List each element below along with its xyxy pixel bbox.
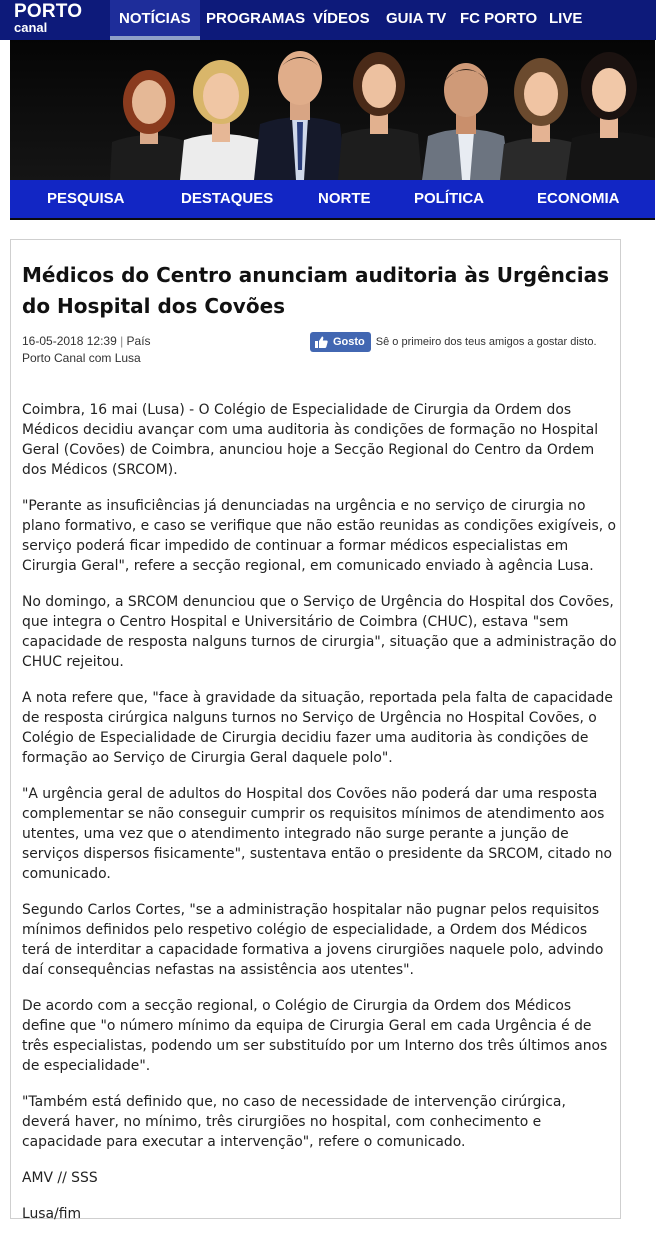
nav-fc-porto[interactable]: FC PORTO — [460, 10, 538, 27]
nav-live[interactable]: LIVE — [549, 10, 583, 27]
article-body — [22, 400, 617, 1240]
facebook-like-button[interactable] — [310, 332, 371, 352]
facebook-like-widget — [310, 332, 597, 352]
section-destaques[interactable]: DESTAQUES — [181, 190, 274, 207]
section-norte[interactable]: NORTE — [318, 190, 371, 207]
article-paragraph: "A urgência geral de adultos do Hospital dos Covões não poderá dar uma resposta complementar se não conseguir cumprir os requisitos mínimos de atendimento aos utentes, uma vez que o atendimento integrado não surge perante a junção de serviços dispersos fisicamente", sustentava então o presidente da SRCOM, citado no comunicado. — [22, 786, 613, 882]
header-banner — [10, 40, 655, 220]
article-meta — [22, 333, 151, 367]
top-navigation-bar — [0, 0, 656, 40]
nav-programas[interactable]: PROGRAMAS — [206, 10, 306, 27]
section-economia[interactable]: ECONOMIA — [537, 190, 620, 207]
article-end-mark: Lusa/fim — [22, 1206, 82, 1222]
article-signature: AMV // SSS — [22, 1170, 98, 1186]
like-button-label: Gosto — [333, 336, 365, 348]
article-date: 16-05-2018 12:39 — [22, 334, 117, 348]
article-section[interactable]: País — [126, 334, 151, 348]
section-politica[interactable]: POLÍTICA — [414, 190, 484, 207]
article-dateline — [22, 333, 151, 350]
nav-noticias[interactable]: NOTÍCIAS — [110, 0, 200, 40]
article-card — [10, 239, 621, 1222]
article-paragraph: "Perante as insuficiências já denunciadas na urgência e no serviço de cirurgia no plano formativo, e caso se verifique que não estão reunidas as condições exigíveis, o serviço poderá ficar impedido de continuar a formar médicos especialistas em Cirurgia Geral", refere a secção regional, em comunicado enviado à agência Lusa. — [22, 498, 617, 574]
like-social-text: Sê o primeiro dos teus amigos a gostar disto. — [375, 336, 597, 348]
logo-line-2: canal — [14, 20, 48, 35]
article-paragraph: Coimbra, 16 mai (Lusa) - O Colégio de Especialidade de Cirurgia da Ordem dos Médicos decidiu avançar com uma auditoria às condições de formação no Hospital Geral (Covões) de Coimbra, anunciou hoje a Secção Regional do Centro da Ordem dos Médicos (SRCOM). — [22, 402, 599, 478]
article-source: Porto Canal com Lusa — [22, 351, 141, 365]
article-paragraph: A nota refere que, "face à gravidade da situação, reportada pela falta de capacidade de resposta cirúrgica nalguns turnos no Serviço de Urgência no Hospital Covões, o Colégio de Especialidade de Cirurgia decidiu fazer uma auditoria às condições de formação ao Serviço de Cirurgia Geral daquele polo". — [22, 690, 613, 766]
article-paragraph: Segundo Carlos Cortes, "se a administração hospitalar não pugnar pelos requisitos mínimos definidos pelo respetivo colégio de especialidade, a Ordem dos Médicos terá de interditar a capacidade formativa a jovens cirurgiões naquele polo, advindo daí consequências nefastas na assistência aos utentes". — [22, 902, 604, 978]
porto-canal-logo[interactable] — [14, 3, 104, 37]
article-paragraph: No domingo, a SRCOM denunciou que o Serviço de Urgência do Hospital dos Covões, que integra o Centro Hospital e Universitário de Coimbra (CHUC), estava "sem capacidade de resposta nalguns turnos de cirurgia", situação que a administração do CHUC rejeitou. — [22, 594, 617, 670]
nav-videos[interactable]: VÍDEOS — [313, 10, 370, 27]
section-navigation — [10, 180, 655, 218]
meta-separator: | — [120, 334, 127, 348]
article-title: Médicos do Centro anunciam auditoria às Urgências do Hospital dos Covões — [22, 263, 610, 318]
nav-guia-tv[interactable]: GUIA TV — [386, 10, 447, 27]
logo-line-1: PORTO — [14, 1, 83, 22]
thumbs-up-icon — [315, 336, 328, 348]
article-paragraph: De acordo com a secção regional, o Colégio de Cirurgia da Ordem dos Médicos define que "o número mínimo da equipa de Cirurgia Geral em cada Urgência é de três especialistas, podendo um ser substituído por um Interno dos três últimos anos de especialidade". — [22, 998, 608, 1074]
presenters-photo — [10, 40, 655, 180]
article-paragraph: "Também está definido que, no caso de necessidade de intervenção cirúrgica, deverá haver, no mínimo, três cirurgiões no hospital, com conhecimento e capacidade para executar a intervenção", refere o comunicado. — [22, 1094, 566, 1150]
section-pesquisa[interactable]: PESQUISA — [47, 190, 125, 207]
